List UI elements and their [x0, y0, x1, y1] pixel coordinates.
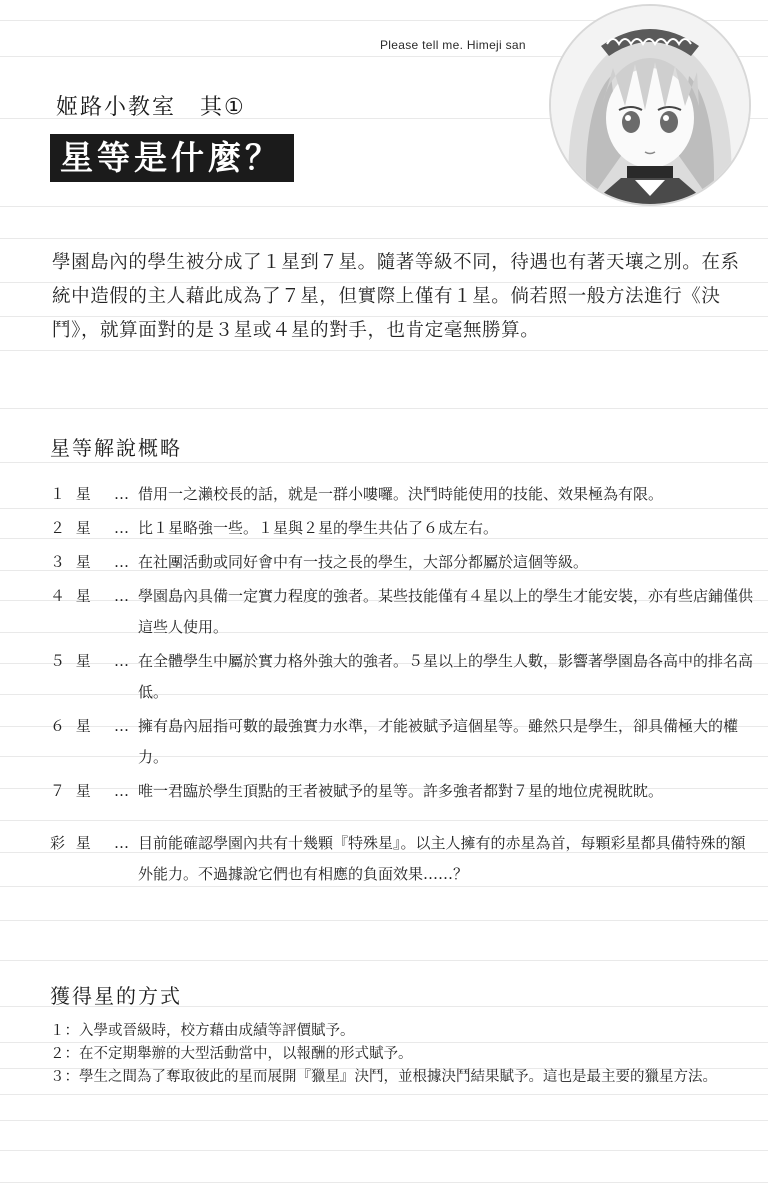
star-rank-item — [50, 513, 755, 544]
star-rank-description: 唯一君臨於學生頂點的王者被賦予的星等。許多強者都對７星的地位虎視眈眈。 — [138, 782, 664, 800]
star-rank-label: ２ 星 — [50, 519, 94, 537]
acquisition-item: ３：學生之間為了奪取彼此的星而展開『獵星』決鬥，並根據決鬥結果賦予。這也是最主要的獵星方法。 — [50, 1069, 717, 1085]
intro-paragraph: 學園島內的學生被分成了１星到７星。隨著等級不同，待遇也有著天壤之別。在系統中造假的主人藉此成為了７星，但實際上僅有１星。倘若照一般方法進行《決鬥》，就算面對的是３星或４星的對手，也肯定毫無勝算。 — [52, 252, 740, 341]
star-rank-label: ６ 星 — [50, 717, 94, 735]
star-rank-description: 借用一之瀨校長的話，就是一群小嘍囉。決鬥時能使用的技能、效果極為有限。 — [138, 485, 664, 503]
star-rank-description: 在全體學生中屬於實力格外強大的強者。５星以上的學生人數，影響著學園島各高中的排名高低。 — [138, 652, 754, 701]
star-rank-item — [50, 547, 755, 578]
star-rank-description: 在社團活動或同好會中有一技之長的學生，大部分都屬於這個等級。 — [138, 553, 589, 571]
ellipsis: … — [114, 485, 128, 503]
acquisition-list — [50, 1020, 755, 1089]
overview-heading: 星等解說概略 — [50, 436, 182, 460]
acquisition-item: １：入學或晉級時，校方藉由成績等評價賦予。 — [50, 1023, 355, 1039]
ellipsis: … — [114, 519, 128, 537]
star-rank-item — [50, 479, 755, 510]
character-portrait — [551, 6, 749, 204]
special-star-label: 彩 星 — [50, 834, 94, 852]
star-rank-item — [50, 581, 755, 643]
ellipsis: … — [114, 834, 128, 852]
star-rank-item — [50, 776, 755, 807]
ellipsis: … — [114, 587, 128, 605]
star-rank-label: ４ 星 — [50, 587, 94, 605]
acquisition-item: ２：在不定期舉辦的大型活動當中，以報酬的形式賦予。 — [50, 1046, 413, 1062]
acquisition-heading: 獲得星的方式 — [50, 984, 182, 1008]
star-rank-label: ５ 星 — [50, 652, 94, 670]
star-rank-description: 比１星略強一些。１星與２星的學生共佔了６成左右。 — [138, 519, 499, 537]
page-tagline: Please tell me. Himeji san — [380, 38, 526, 52]
star-rank-item — [50, 646, 755, 708]
ellipsis: … — [114, 652, 128, 670]
star-rank-label: ３ 星 — [50, 553, 94, 571]
star-rank-label: １ 星 — [50, 485, 94, 503]
page-title: 星等是什麼？ — [50, 134, 294, 182]
ellipsis: … — [114, 717, 128, 735]
star-rank-description: 學園島內具備一定實力程度的強者。某些技能僅有４星以上的學生才能安裝，亦有些店鋪僅供這些人使用。 — [138, 587, 754, 636]
star-rank-label: ７ 星 — [50, 782, 94, 800]
special-star-description: 目前能確認學園內共有十幾顆『特殊星』。以主人擁有的赤星為首，每顆彩星都具備特殊的額外能力。不過據說它們也有相應的負面效果……？ — [138, 834, 746, 883]
star-rank-description: 擁有島內屈指可數的最強實力水準，才能被賦予這個星等。雖然只是學生，卻具備極大的權力。 — [138, 717, 739, 766]
column-subtitle: 姬路小教室 其① — [56, 95, 246, 120]
ellipsis: … — [114, 553, 128, 571]
star-rank-item — [50, 711, 755, 773]
special-star-item — [50, 828, 755, 893]
star-rank-list — [50, 479, 755, 810]
ellipsis: … — [114, 782, 128, 800]
